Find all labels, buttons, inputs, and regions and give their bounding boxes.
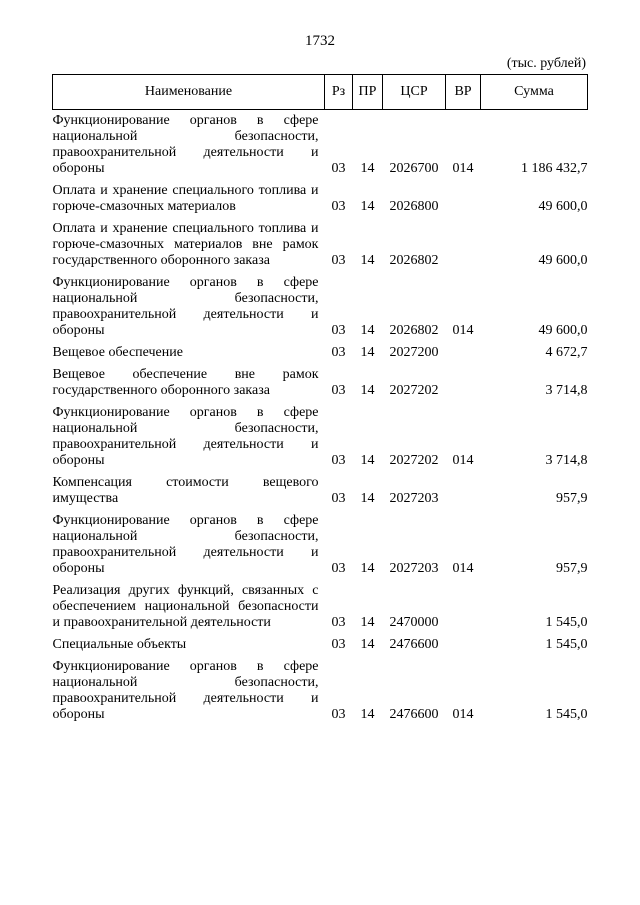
row-csr: 2476600 [389,707,439,722]
row-pr: 14 [360,453,375,468]
row-rz: 03 [331,453,346,468]
row-rz: 03 [331,253,346,268]
table-row [53,580,588,634]
row-sum: 957,9 [556,561,588,576]
row-rz: 03 [331,323,346,338]
row-sum: 1 186 432,7 [521,161,588,176]
table-row [53,180,588,218]
row-pr: 14 [360,383,375,398]
row-rz: 03 [331,199,346,214]
row-name: Вещевое обеспечение вне рамок государственного оборонного заказа [52,367,319,398]
row-sum: 1 545,0 [545,637,588,652]
row-name: Компенсация стоимости вещевого имущества [52,475,319,506]
table-row [53,402,588,472]
table-row [53,272,588,342]
row-sum: 1 545,0 [545,707,588,722]
row-name: Функционирование органов в сфере национальной безопасности, правоохранительной деятельности и обороны [52,113,319,176]
row-name: Оплата и хранение специального топлива и горюче-смазочных материалов [52,183,319,214]
row-csr: 2026800 [389,199,439,214]
row-vr: 014 [452,323,474,338]
row-csr: 2027202 [389,453,439,468]
row-sum: 957,9 [556,491,588,506]
row-sum: 3 714,8 [545,453,588,468]
row-rz: 03 [331,491,346,506]
row-pr: 14 [360,561,375,576]
table-row [53,110,588,181]
row-rz: 03 [331,615,346,630]
row-pr: 14 [360,637,375,652]
row-pr: 14 [360,253,375,268]
row-csr: 2470000 [389,615,439,630]
row-vr [446,634,481,656]
row-csr: 2026802 [389,323,439,338]
header-name: Наименование [53,75,325,110]
row-pr: 14 [360,615,375,630]
row-rz: 03 [331,707,346,722]
row-name: Вещевое обеспечение [52,345,183,360]
row-vr: 014 [452,161,474,176]
table-header-row [53,75,588,110]
row-pr: 14 [360,707,375,722]
row-vr [446,364,481,402]
row-csr: 2027200 [389,345,439,360]
row-name: Функционирование органов в сфере национальной безопасности, правоохранительной деятельности и обороны [52,405,319,468]
row-sum: 49 600,0 [538,323,588,338]
row-vr [446,342,481,364]
row-sum: 4 672,7 [545,345,588,360]
table-body [53,110,588,727]
header-sum: Сумма [481,75,588,110]
header-csr: ЦСР [383,75,446,110]
row-csr: 2027202 [389,383,439,398]
table-row [53,342,588,364]
row-vr [446,472,481,510]
row-sum: 1 545,0 [545,615,588,630]
header-rz: Рз [325,75,353,110]
row-pr: 14 [360,345,375,360]
row-sum: 49 600,0 [538,253,588,268]
row-name: Функционирование органов в сфере национальной безопасности, правоохранительной деятельности и обороны [52,513,319,576]
page-number: 1732 [305,33,335,49]
row-vr [446,580,481,634]
row-name: Оплата и хранение специального топлива и горюче-смазочных материалов вне рамок государственного оборонного заказа [52,221,319,268]
row-sum: 3 714,8 [545,383,588,398]
table-row [53,218,588,272]
row-rz: 03 [331,161,346,176]
row-pr: 14 [360,323,375,338]
row-csr: 2026802 [389,253,439,268]
row-pr: 14 [360,491,375,506]
row-rz: 03 [331,383,346,398]
units-label: (тыс. рублей) [506,56,586,71]
row-rz: 03 [331,561,346,576]
row-vr [446,218,481,272]
budget-table [52,74,588,726]
table-row [53,472,588,510]
row-pr: 14 [360,199,375,214]
row-pr: 14 [360,161,375,176]
row-vr: 014 [452,453,474,468]
table-row [53,510,588,580]
row-csr: 2026700 [389,161,439,176]
header-vr: ВР [446,75,481,110]
table-row [53,364,588,402]
row-vr: 014 [452,561,474,576]
row-vr: 014 [452,707,474,722]
table-row [53,656,588,726]
row-name: Специальные объекты [52,637,187,652]
row-csr: 2476600 [389,637,439,652]
row-name: Функционирование органов в сфере национальной безопасности, правоохранительной деятельности и обороны [52,659,319,722]
row-name: Реализация других функций, связанных с обеспечением национальной безопасности и правоохранительной деятельности [52,583,319,630]
table-row [53,634,588,656]
row-name: Функционирование органов в сфере национальной безопасности, правоохранительной деятельности и обороны [52,275,319,338]
row-rz: 03 [331,637,346,652]
row-sum: 49 600,0 [538,199,588,214]
row-csr: 2027203 [389,491,439,506]
row-rz: 03 [331,345,346,360]
row-vr [446,180,481,218]
row-csr: 2027203 [389,561,439,576]
header-pr: ПР [353,75,383,110]
